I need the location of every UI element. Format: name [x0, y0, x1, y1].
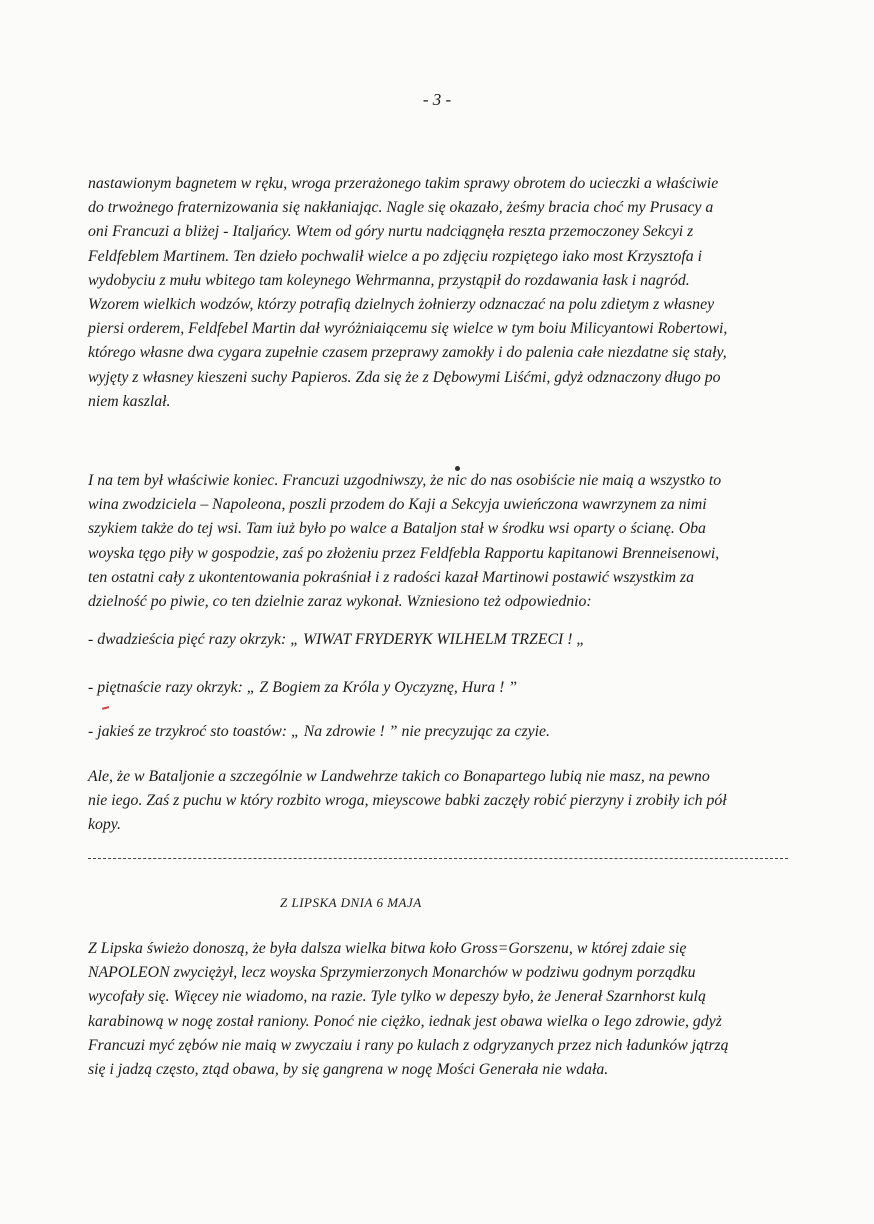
- text-line: Wzorem wielkich wodzów, którzy potrafią dzielnych żołnierzy odznaczać na polu zdietym z własney: [88, 296, 715, 314]
- page-number: - 3 -: [422, 90, 452, 109]
- paragraph-ending: [88, 469, 816, 614]
- text-line: oni Francuzi a bliżej - Italjańcy. Wtem od góry nurtu nadciągnęła reszta przemoczoney Sekcyi z: [88, 223, 694, 241]
- text-line: woyska tęgo piły w gospodzie, zaś po złożeniu przez Feldfebla Rapportu kapitanowi Brenneisenowi,: [88, 544, 720, 562]
- section-heading: Z LIPSKA DNIA 6 MAJA: [280, 895, 422, 910]
- paragraph-battle-aftermath: [88, 172, 816, 414]
- text-line: piersi orderem, Feldfebel Martin dał wyróżniaiącemu się wielce w tym boiu Milicyantowi Robertowi,: [88, 320, 728, 338]
- text-line: szykiem także do tej wsi. Tam iuż było po walce a Bataljon stał w środku wsi oparty o ścianę. Oba: [88, 520, 706, 538]
- toast-line-3: [88, 720, 816, 744]
- paragraph-bonaparte: [88, 765, 816, 838]
- text-line: Z Lipska świeżo donoszą, że była dalsza wielka bitwa koło Gross=Gorszenu, w której zdaie się: [88, 940, 687, 957]
- text-line: którego własne dwa cygara zupełnie czasem przeprawy zamokły i do palenia całe niezdatne się stały,: [88, 344, 727, 362]
- text-line: nie iego. Zaś z puchu w który rozbito wroga, mieyscowe babki zaczęły robić pierzyny i zrobiły ich pół: [88, 792, 727, 810]
- text-line: Ale, że w Bataljonie a szczególnie w Landwehrze takich co Bonapartego lubią nie masz, na pewno: [88, 768, 710, 785]
- text-line: karabinową w nogę został raniony. Ponoć nie ciężko, iednak jest obawa wielka o Iego zdrowie, gdyż: [88, 1012, 722, 1030]
- text-line: wyjęty z własney kieszeni suchy Papieros. Zda się że z Dębowymi Liśćmi, gdyż odznaczony długo po: [88, 368, 721, 386]
- text-line: Feldfeblem Martinem. Ten dzieło pochwalił wielce a po zdjęciu rozpiętego iako most Krzysztofa i: [88, 247, 702, 265]
- pen-mark: [102, 706, 109, 709]
- text-line: wydobyciu z mułu wbitego tam koleynego Wehrmanna, przystąpił do rozdawania łask i nagród.: [88, 271, 690, 289]
- text-line: kopy.: [88, 816, 121, 834]
- text-line: NAPOLEON zwyciężył, lecz woyska Sprzymierzonych Monarchów w podziwu godnym porządku: [88, 964, 696, 982]
- text-line: nastawionym bagnetem w ręku, wroga przerażonego takim sprawy obrotem do ucieczki a właściwie: [88, 175, 719, 192]
- text-line: dzielność po piwie, co ten dzielnie zaraz wykonał. Wzniesiono też odpowiednio:: [88, 593, 592, 611]
- toast-text: - jakieś ze trzykroć sto toastów: „ Na zdrowie ! ” nie precyzując za czyie.: [88, 723, 550, 740]
- paragraph-leipzig-news: [88, 937, 816, 1082]
- text-line: do trwożnego fraternizowania się nakłaniając. Nagle się okazało, żeśmy bracia choć my Prusacy a: [88, 199, 714, 217]
- text-line: wina zwodziciela – Napoleona, poszli przodem do Kaji a Sekcyja uwieńczona wawrzynem za nimi: [88, 496, 707, 514]
- toast-line-1: [88, 628, 816, 652]
- section-divider: [88, 858, 788, 859]
- toast-text: - piętnaście razy okrzyk: „ Z Bogiem za Króla y Oyczyznę, Hura ! ”: [88, 679, 518, 696]
- text-line: się i jadzą często, ztąd obawa, by się gangrena w nogę Mości Generała nie wdała.: [88, 1061, 609, 1079]
- text-line: ten ostatni cały z ukontentowania pokraśniał i z radości kazał Martinowi postawić wszystkim za: [88, 568, 694, 586]
- text-line: niem kaszlał.: [88, 392, 171, 410]
- text-line: I na tem był właściwie koniec. Francuzi uzgodniwszy, że nic do nas osobiście nie maią a wszystko to: [88, 472, 722, 489]
- text-line: Francuzi myć zębów nie maią w zwyczaiu i rany po kulach z odgryzanych przez nich ładunków jątrzą: [88, 1036, 729, 1054]
- text-line: wycofały się. Więcey nie wiadomo, na razie. Tyle tylko w depeszy było, że Jenerał Szarnhorst kulą: [88, 988, 706, 1006]
- toast-line-2: [88, 676, 816, 700]
- toast-text: - dwadzieścia pięć razy okrzyk: „ WIWAT FRYDERYK WILHELM TRZECI ! „: [88, 631, 586, 648]
